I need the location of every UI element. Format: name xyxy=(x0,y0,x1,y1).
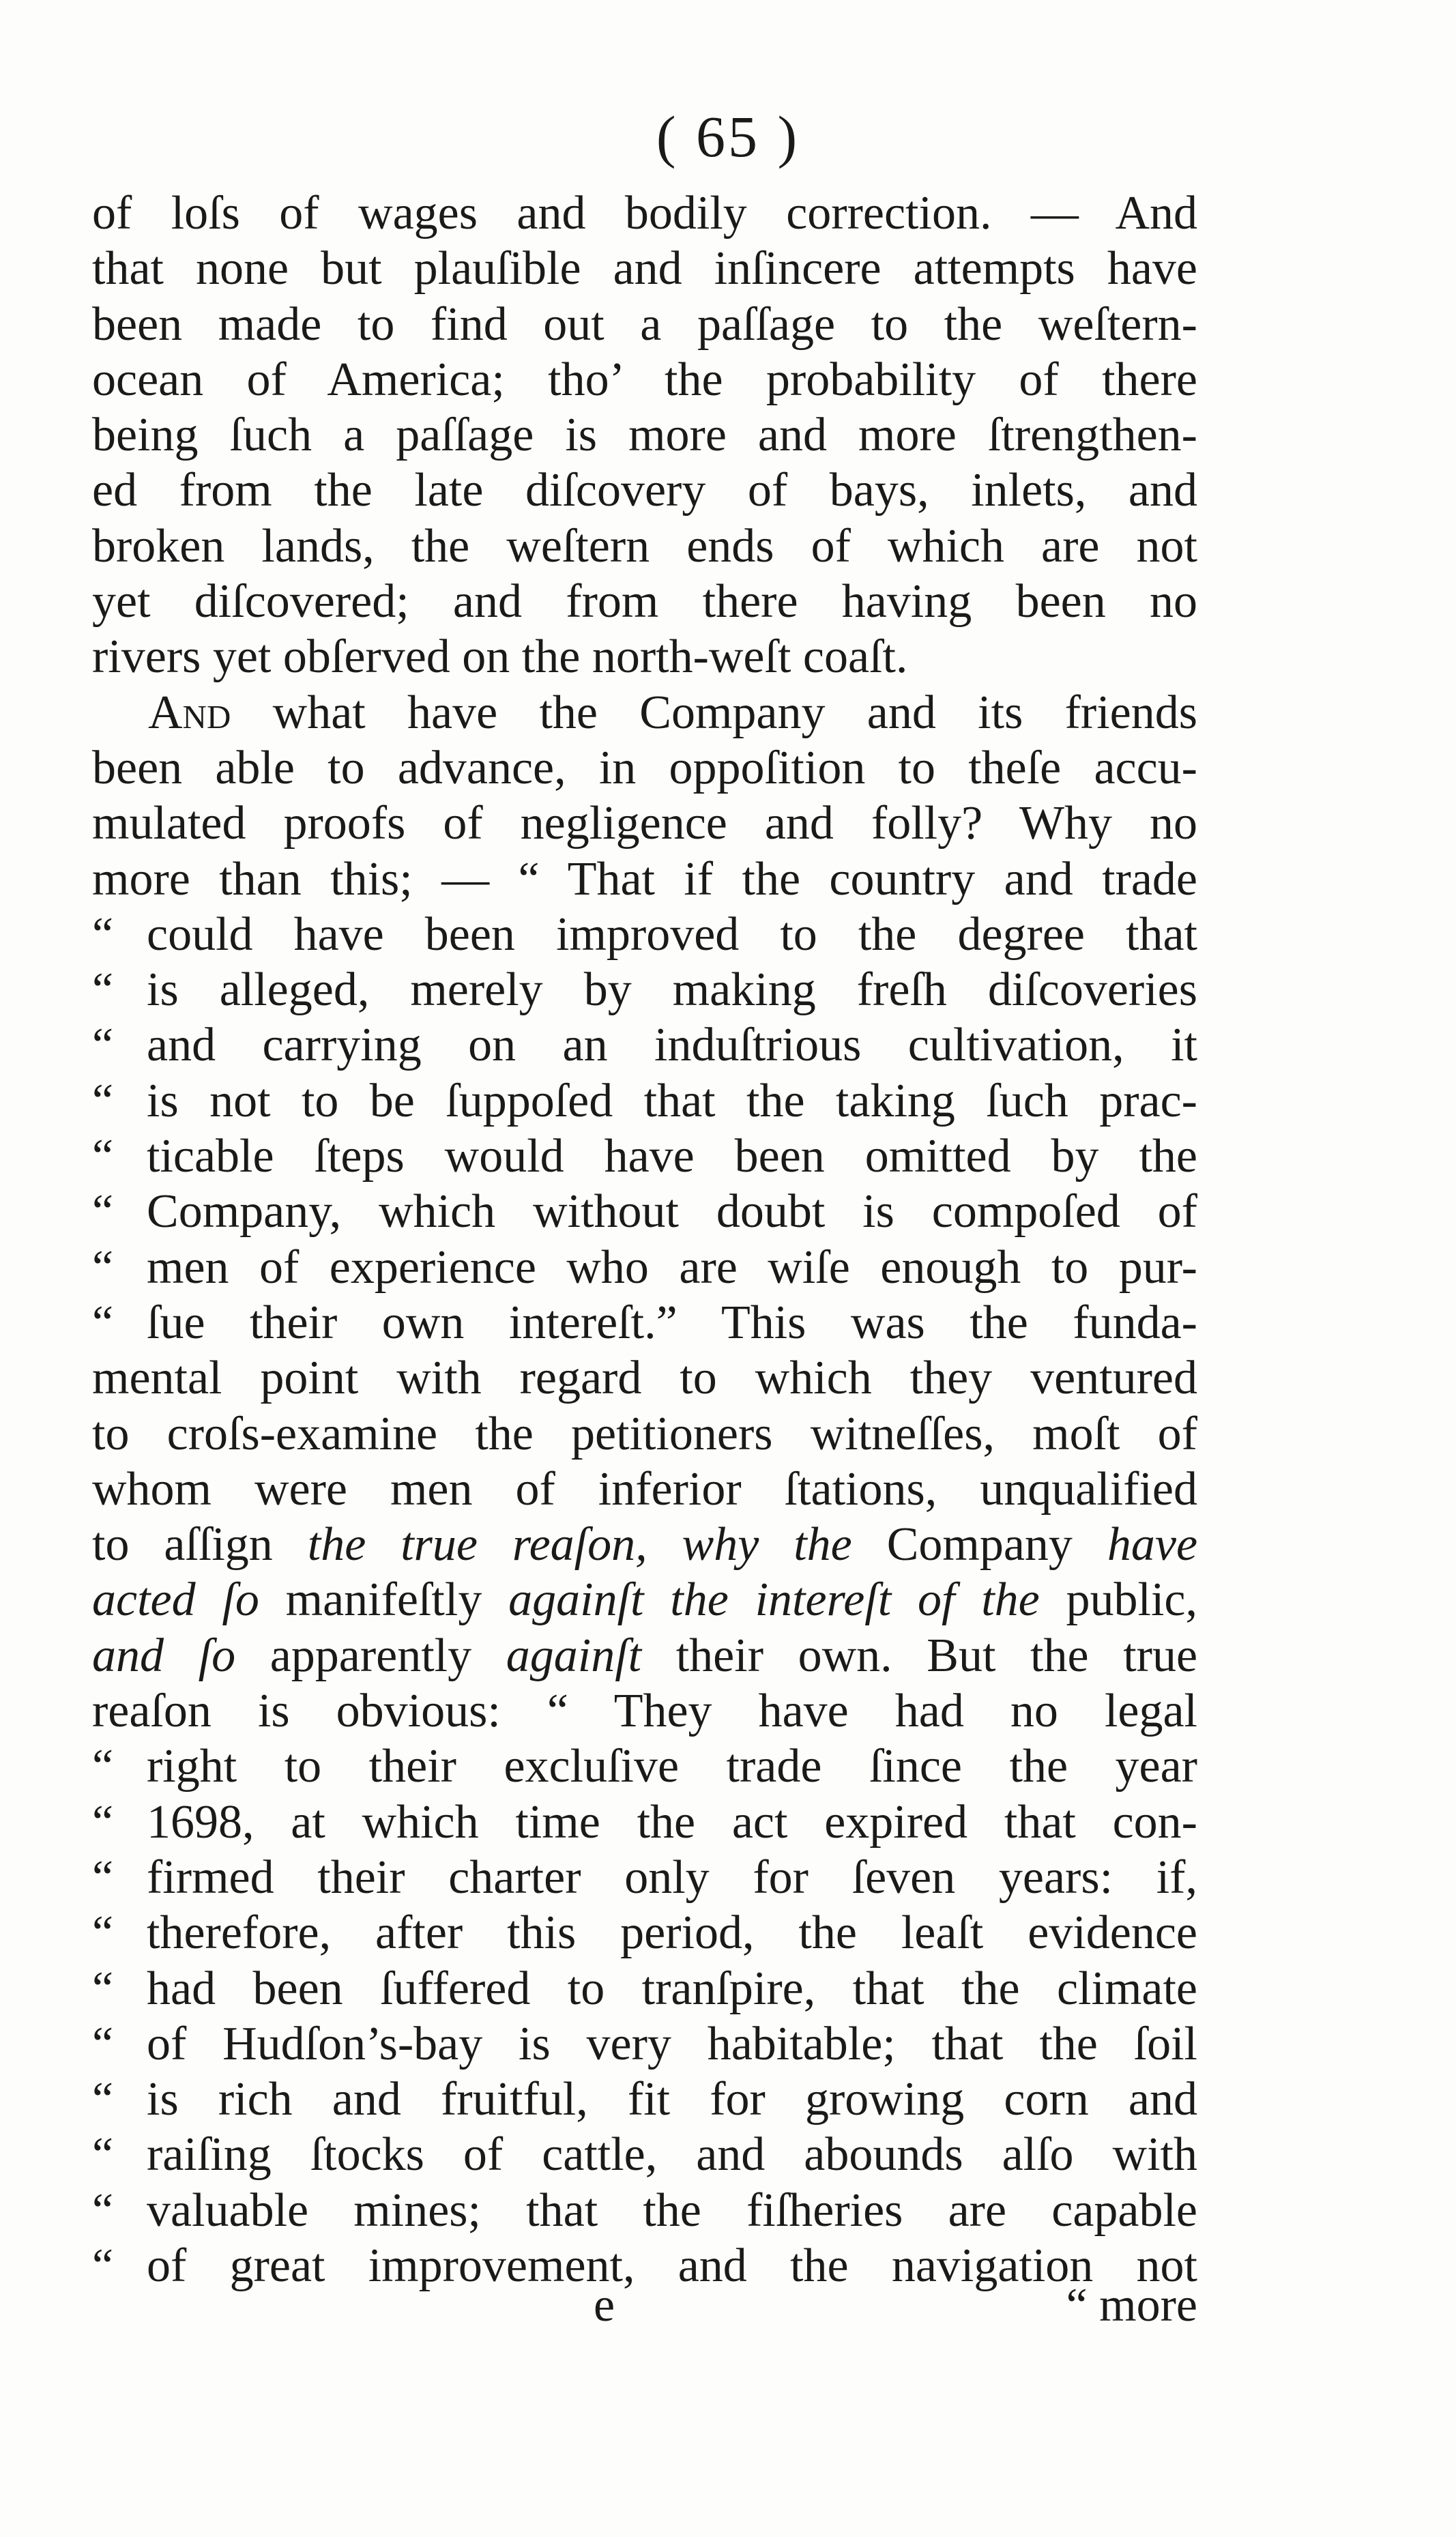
quoted-line xyxy=(92,2016,1197,2072)
quote-mark: “ xyxy=(92,1019,114,1072)
quoted-line xyxy=(92,962,1197,1017)
text-line: reaſon is obvious: “ They have had no legal xyxy=(92,1685,1197,1738)
italic-text: and ſo xyxy=(92,1629,236,1682)
text-line: broken lands, the weſtern ends of which are not xyxy=(92,519,1197,572)
quote-mark: “ xyxy=(92,1795,114,1849)
quoted-line xyxy=(92,1905,1197,1960)
line-text: valuable mines; that the fiſheries are capable xyxy=(147,2184,1197,2237)
quote-mark: “ xyxy=(92,1130,114,1183)
quote-mark: “ xyxy=(92,1740,114,1793)
quote-mark: “ xyxy=(92,2239,114,2292)
text-line: been made to find out a paſſage to the weſtern- xyxy=(92,298,1197,351)
text-line xyxy=(92,1628,1197,1683)
line-text: Company xyxy=(886,1518,1073,1571)
line-text: raiſing ſtocks of cattle, and abounds alſo with xyxy=(147,2128,1197,2181)
line-text: ſue their own intereſt.” xyxy=(147,1296,678,1349)
text-line: mental point with regard to which they ventured xyxy=(92,1352,1197,1405)
italic-text: acted ſo xyxy=(92,1574,259,1627)
text-line: ocean of America; tho’ the probability of there xyxy=(92,353,1197,406)
line-text: their own. But the true xyxy=(675,1629,1198,1682)
line-text: 1698, at which time the act expired that con- xyxy=(147,1795,1197,1849)
quote-mark: “ xyxy=(92,2073,114,2126)
italic-text: againſt the intereſt of the xyxy=(508,1574,1040,1627)
quote-mark: “ xyxy=(92,1851,114,1904)
catchword: “ more xyxy=(1066,2279,1197,2332)
quote-mark: “ xyxy=(92,1185,114,1238)
line-text: men of experience who are wiſe enough to pur- xyxy=(147,1241,1197,1294)
line-text: right to their excluſive trade ſince the year xyxy=(147,1740,1197,1793)
small-caps-lead: And xyxy=(148,686,231,739)
line-text: public, xyxy=(1066,1574,1197,1627)
line-text: manifeſtly xyxy=(285,1574,482,1627)
quote-mark: “ xyxy=(92,1962,114,2015)
line-text: to aſſign xyxy=(92,1518,273,1571)
line-text: Company, which without doubt is compoſed of xyxy=(147,1185,1197,1238)
line-text: is not to be ſuppoſed that the taking ſuch prac- xyxy=(147,1074,1197,1127)
line-text: ticable ſteps would have been omitted by the xyxy=(147,1130,1197,1183)
italic-text: the true reaſon, why the xyxy=(307,1518,852,1571)
line-text: firmed their charter only for ſeven years: if, xyxy=(147,1851,1197,1904)
text-line: more than this; — “ That if the country and trade xyxy=(92,852,1197,905)
line-text: could have been improved to the degree that xyxy=(147,908,1197,961)
text-line: been able to advance, in oppoſition to theſe accu- xyxy=(92,741,1197,794)
signature-mark: e xyxy=(594,2279,615,2332)
page-footer xyxy=(92,2278,1197,2334)
quoted-line xyxy=(92,1850,1197,1905)
quote-mark: “ xyxy=(92,1907,114,1960)
text-line: rivers yet obſerved on the north-weſt coaſt. xyxy=(92,630,908,684)
text-line xyxy=(92,1517,1197,1572)
quote-mark: “ xyxy=(92,2184,114,2237)
quote-mark: “ xyxy=(92,963,114,1017)
line-text: of great improvement, and the navigation not xyxy=(147,2239,1197,2292)
quote-mark: “ xyxy=(92,2017,114,2070)
line-text: This was the funda- xyxy=(720,1296,1197,1349)
text-line: mulated proofs of negligence and folly? Why no xyxy=(92,797,1197,850)
quoted-line xyxy=(92,1295,1197,1350)
text-line: of loſs of wages and bodily correction. — And xyxy=(92,187,1197,240)
line-text: and carrying on an induſtrious cultivation, it xyxy=(147,1019,1197,1072)
quote-mark: “ xyxy=(92,2128,114,2181)
italic-text: have xyxy=(1107,1518,1198,1571)
quoted-line xyxy=(92,2127,1197,2182)
text-line: being ſuch a paſſage is more and more ſtrengthen- xyxy=(92,409,1197,462)
quoted-line xyxy=(92,1017,1197,1073)
line-text: is alleged, merely by making freſh diſcoveries xyxy=(147,963,1197,1017)
quoted-line xyxy=(92,2072,1197,2127)
text-line: that none but plauſible and inſincere attempts have xyxy=(92,242,1197,295)
quoted-line xyxy=(92,1739,1197,1794)
line-text: of Hudſon’s-bay is very habitable; that the ſoil xyxy=(147,2017,1197,2070)
quoted-line xyxy=(92,1961,1197,2016)
quote-mark: “ xyxy=(92,908,114,961)
page-number-header: ( 65 ) xyxy=(656,104,800,169)
quoted-line xyxy=(92,907,1197,962)
line-text: therefore, after this period, the leaſt evidence xyxy=(147,1907,1197,1960)
line-text: is rich and fruitful, fit for growing corn and xyxy=(147,2073,1197,2126)
text-line: whom were men of inferior ſtations, unqualified xyxy=(92,1462,1197,1516)
quote-mark: “ xyxy=(92,1074,114,1127)
quoted-line xyxy=(92,1073,1197,1129)
line-text: what have the Company and its friends xyxy=(272,686,1197,739)
text-line: ed from the late diſcovery of bays, inlets, and xyxy=(92,464,1197,517)
quoted-line xyxy=(92,1184,1197,1239)
line-text: apparently xyxy=(270,1629,472,1682)
italic-text: againſt xyxy=(506,1629,642,1682)
quote-mark: “ xyxy=(92,1296,114,1349)
quoted-line xyxy=(92,1129,1197,1184)
quoted-line xyxy=(92,2183,1197,2238)
quote-mark: “ xyxy=(92,1241,114,1294)
text-line xyxy=(92,1572,1197,1627)
body-text xyxy=(92,186,1197,2293)
line-text: had been ſuffered to tranſpire, that the climate xyxy=(147,1962,1197,2015)
quoted-line xyxy=(92,1240,1197,1295)
quoted-line xyxy=(92,1795,1197,1850)
paragraph-start-line xyxy=(92,685,1197,740)
text-line: to croſs-examine the petitioners witneſſes, moſt of xyxy=(92,1407,1197,1460)
text-line: yet diſcovered; and from there having been no xyxy=(92,575,1197,628)
